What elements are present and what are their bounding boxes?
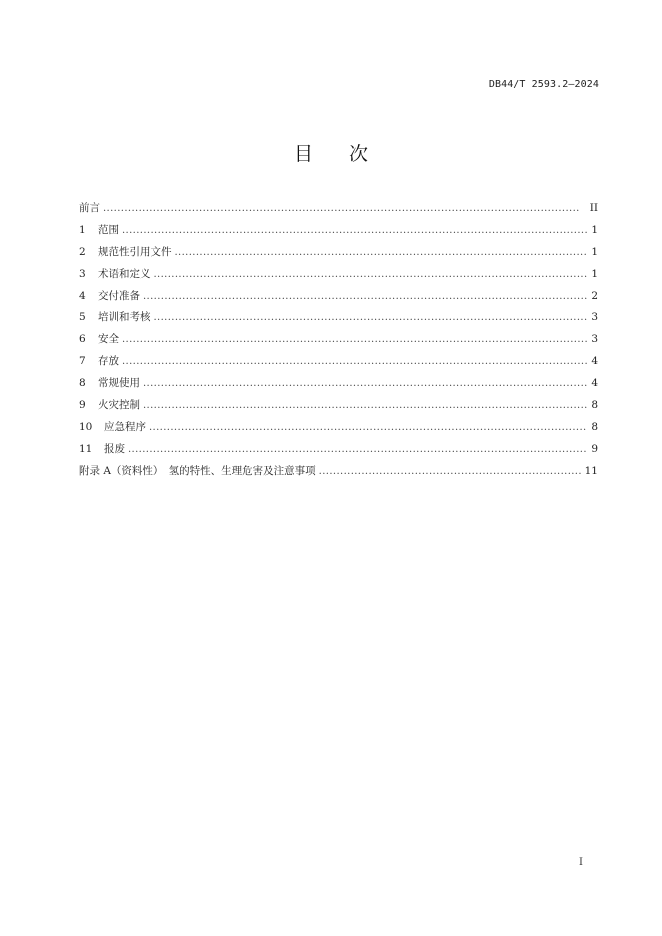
- toc-entry-label: 范围: [98, 223, 119, 236]
- toc-entry-10[interactable]: [79, 419, 598, 441]
- toc-entry-page: 8: [591, 399, 598, 412]
- toc-entry-page: 1: [591, 267, 598, 280]
- toc-entry-page: II: [589, 202, 598, 214]
- toc-entry-number: 6: [79, 333, 86, 346]
- toc-entry-label: 附录 A（资料性） 氢的特性、生理危害及注意事项: [79, 464, 316, 477]
- toc-leader-dots: [319, 464, 582, 480]
- toc-entry-number: 10: [79, 420, 93, 433]
- title-char-1: 目: [293, 143, 313, 165]
- toc-entry-number: 8: [79, 377, 86, 390]
- toc-entry-number: 4: [79, 289, 86, 302]
- toc-leader-dots: [149, 420, 587, 436]
- toc-entry-page: 11: [584, 464, 598, 477]
- toc-entry-number: 1: [79, 223, 86, 236]
- toc-entry-label: 术语和定义: [98, 267, 151, 280]
- toc-entry-number: 3: [79, 267, 86, 280]
- toc-entry-number: 2: [79, 245, 86, 258]
- toc-entry-label: 常规使用: [98, 377, 140, 390]
- toc-entry-8[interactable]: [79, 375, 598, 397]
- toc-entry-page: 4: [591, 377, 598, 390]
- toc-entry-label: 存放: [98, 355, 119, 368]
- toc-entry-9[interactable]: [79, 397, 598, 419]
- toc-leader-dots: [143, 398, 587, 414]
- toc-leader-dots: [122, 332, 587, 348]
- toc-entry-6[interactable]: [79, 331, 598, 353]
- toc-entry-page: 1: [591, 245, 598, 258]
- toc-entry-4[interactable]: [79, 288, 598, 310]
- toc-leader-dots: [154, 267, 588, 283]
- toc-entry-page: 9: [591, 442, 598, 455]
- toc-entry-page: 3: [591, 333, 598, 346]
- title-char-2: 次: [349, 143, 369, 165]
- toc-entry-label: 报废: [104, 442, 125, 455]
- toc-entry-7[interactable]: [79, 353, 598, 375]
- toc-entry-label: 规范性引用文件: [98, 245, 172, 258]
- toc-leader-dots: [154, 310, 588, 326]
- toc-entry-1[interactable]: [79, 222, 598, 244]
- toc-leader-dots: [143, 376, 587, 392]
- toc-entry-page: 3: [591, 311, 598, 324]
- toc-entry-number: 5: [79, 311, 86, 324]
- toc-leader-dots: [122, 354, 587, 370]
- toc-leader-dots: [128, 442, 587, 458]
- toc-entry-number: 11: [79, 442, 93, 455]
- page-title: [0, 139, 662, 166]
- toc-entry-annex-a[interactable]: [79, 463, 598, 485]
- toc-entry-2[interactable]: [79, 244, 598, 266]
- toc-leader-dots: [122, 223, 587, 239]
- toc-entry-5[interactable]: [79, 309, 598, 331]
- toc-entry-label: 安全: [98, 333, 119, 346]
- toc-entry-number: 9: [79, 399, 86, 412]
- toc-entry-foreword[interactable]: [79, 200, 598, 222]
- table-of-contents: [79, 200, 598, 485]
- toc-entry-page: 2: [591, 289, 598, 302]
- toc-entry-label: 应急程序: [104, 420, 146, 433]
- toc-entry-page: 8: [591, 420, 598, 433]
- toc-leader-dots: [143, 289, 587, 305]
- toc-entry-11[interactable]: [79, 441, 598, 463]
- toc-entry-label: 交付准备: [98, 289, 140, 302]
- toc-entry-label: 前言: [79, 202, 100, 214]
- toc-entry-label: 培训和考核: [98, 311, 151, 324]
- toc-entry-number: 7: [79, 355, 86, 368]
- toc-entry-label: 火灾控制: [98, 399, 140, 412]
- toc-leader-dots: [175, 245, 588, 261]
- toc-entry-page: 1: [591, 223, 598, 236]
- toc-entry-3[interactable]: [79, 266, 598, 288]
- standard-code: DB44/T 2593.2—2024: [488, 79, 599, 90]
- toc-leader-dots: [103, 201, 587, 217]
- page-number: I: [579, 857, 583, 868]
- toc-entry-page: 4: [591, 355, 598, 368]
